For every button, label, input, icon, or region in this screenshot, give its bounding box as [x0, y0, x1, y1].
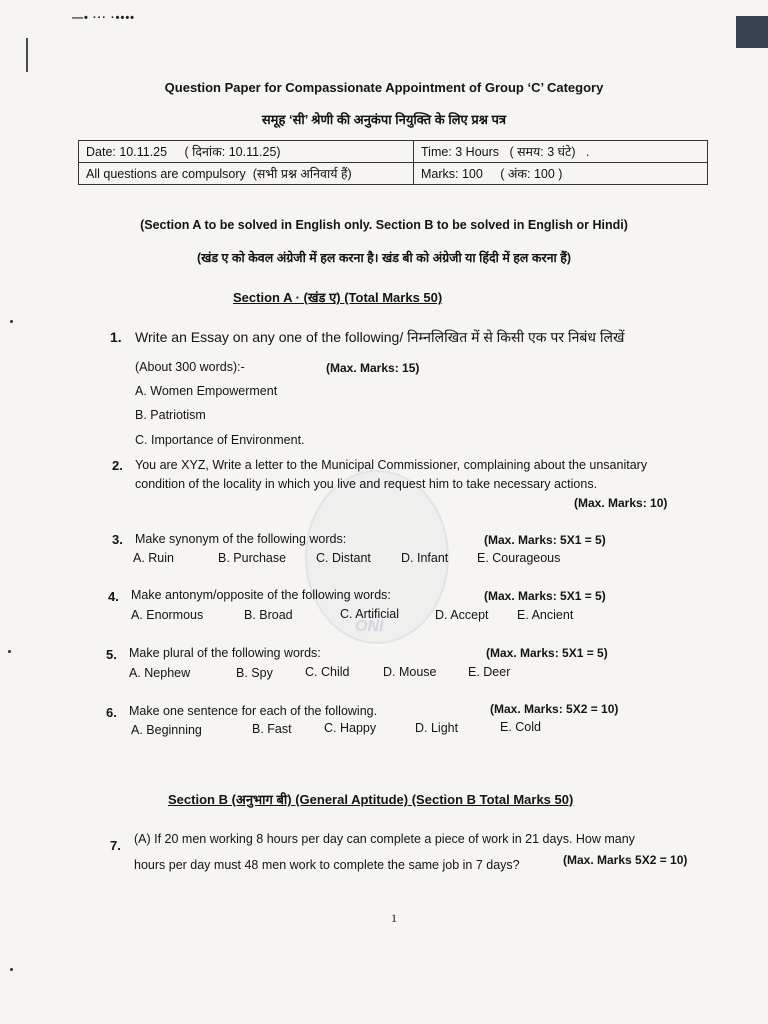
question-text: condition of the locality in which you live and request him to take necessary actions. — [135, 477, 598, 491]
compulsory-hindi: (सभी प्रश्न अनिवार्य हैं) — [252, 167, 352, 181]
scan-dot — [10, 320, 13, 323]
scan-smudge: —• ··· ·•••• — [72, 12, 136, 24]
time-label: Time: 3 Hours — [421, 145, 500, 159]
watermark-text: ONI — [355, 618, 384, 635]
scan-dot — [8, 650, 11, 653]
option-item: D. Infant — [401, 551, 449, 565]
question-number: 1. — [110, 329, 122, 345]
time-hindi: ( समय: 3 घंटे) — [509, 145, 576, 159]
scan-corner-block — [736, 16, 768, 48]
date-hindi: ( दिनांक: 10.11.25) — [184, 145, 281, 159]
marks-label: Marks: 100 — [421, 167, 483, 181]
exam-info-table — [78, 140, 708, 185]
time-stray-mark: . — [585, 145, 590, 159]
scan-edge-mark — [26, 38, 28, 72]
question-marks: (Max. Marks 5X2 = 10) — [563, 853, 688, 867]
option-item: B. Purchase — [218, 551, 287, 565]
scan-dot — [10, 968, 13, 971]
question-marks: (Max. Marks: 5X1 = 5) — [484, 589, 606, 603]
question-number: 3. — [112, 532, 123, 547]
question-text: hours per day must 48 men work to complete the same job in 7 days? — [134, 858, 520, 872]
option-item: A. Nephew — [129, 666, 191, 680]
option-item: B. Spy — [236, 666, 273, 680]
question-number: 5. — [106, 647, 117, 662]
compulsory-cell — [79, 163, 414, 185]
option-item: B. Patriotism — [135, 408, 206, 422]
question-text: Make one sentence for each of the following. — [129, 704, 378, 718]
question-text: Make synonym of the following words: — [135, 532, 347, 546]
question-text: Make antonym/opposite of the following words: — [131, 588, 391, 602]
question-number: 4. — [108, 589, 119, 604]
option-item: E. Ancient — [517, 608, 574, 622]
option-item: B. Broad — [244, 608, 293, 622]
info-row — [79, 141, 708, 163]
option-item: C. Importance of Environment. — [135, 433, 305, 447]
question-number: 2. — [112, 458, 123, 473]
instruction-hindi: (खंड ए को केवल अंग्रेजी में हल करना है। खंड बी को अंग्रेजी या हिंदी में हल करना हैं) — [196, 251, 572, 265]
question-marks: (Max. Marks: 5X2 = 10) — [490, 702, 619, 716]
question-subtext: (About 300 words):- — [135, 360, 245, 374]
paper-title-english: Question Paper for Compassionate Appointment of Group ‘C’ Category — [164, 80, 604, 95]
option-item: D. Light — [415, 721, 459, 735]
compulsory-label: All questions are compulsory — [86, 167, 246, 181]
option-item: E. Cold — [500, 720, 541, 734]
option-item: C. Artificial — [340, 607, 400, 621]
option-item: A. Ruin — [133, 551, 174, 565]
option-item: E. Courageous — [477, 551, 561, 565]
question-text: Make plural of the following words: — [129, 646, 321, 660]
marks-cell — [414, 163, 708, 185]
section-b-heading: Section B (अनुभाग बी) (General Aptitude) (Section B Total Marks 50) — [168, 792, 574, 807]
paper-title-hindi: समूह ‘सी’ श्रेणी की अनुकंपा नियुक्ति के लिए प्रश्न पत्र — [261, 112, 507, 127]
question-marks: (Max. Marks: 15) — [326, 361, 420, 375]
option-item: C. Happy — [324, 721, 377, 735]
option-item: A. Enormous — [131, 608, 204, 622]
question-marks: (Max. Marks: 5X1 = 5) — [486, 646, 608, 660]
option-item: A. Beginning — [131, 723, 202, 737]
option-item: C. Distant — [316, 551, 371, 565]
date-cell — [79, 141, 414, 163]
question-number: 7. — [110, 838, 121, 853]
question-text: Write an Essay on any one of the following/ निम्नलिखित में से किसी एक पर निबंध लिखें — [135, 329, 625, 345]
option-item: A. Women Empowerment — [135, 384, 278, 398]
question-marks: (Max. Marks: 5X1 = 5) — [484, 533, 606, 547]
info-row — [79, 163, 708, 185]
question-number: 6. — [106, 705, 117, 720]
instruction-english: (Section A to be solved in English only. Section B to be solved in English or Hindi) — [140, 218, 628, 232]
time-cell — [414, 141, 708, 163]
question-marks: (Max. Marks: 10) — [574, 496, 668, 510]
section-a-heading: Section A · (खंड ए) (Total Marks 50) — [233, 290, 443, 305]
date-label: Date: 10.11.25 — [86, 145, 168, 159]
option-item: E. Deer — [468, 665, 511, 679]
option-item: D. Mouse — [383, 665, 437, 679]
question-text: You are XYZ, Write a letter to the Municipal Commissioner, complaining about the unsanitary — [135, 458, 648, 472]
page-number: 1 — [391, 911, 397, 925]
option-item: C. Child — [305, 665, 350, 679]
question-text: (A) If 20 men working 8 hours per day can complete a piece of work in 21 days. How many — [134, 832, 635, 846]
marks-hindi: ( अंक: 100 ) — [500, 167, 563, 181]
option-item: D. Accept — [435, 608, 489, 622]
option-item: B. Fast — [252, 722, 292, 736]
